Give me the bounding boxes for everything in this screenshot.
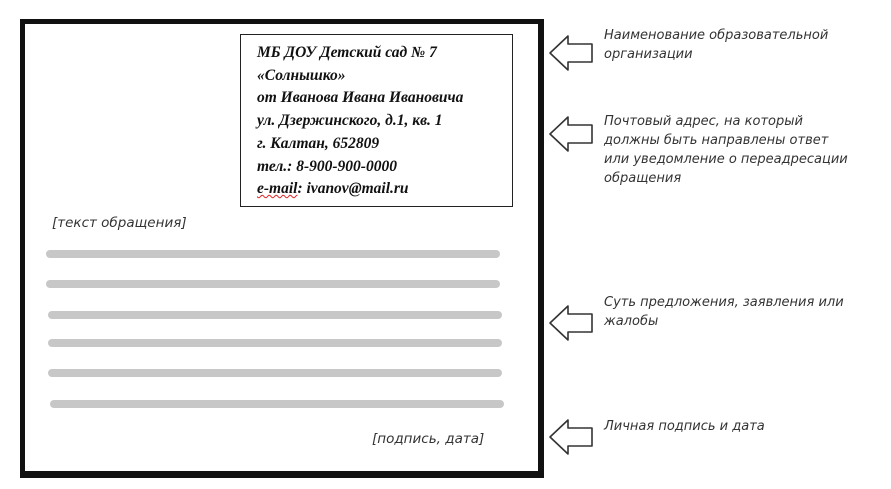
annotation-postal-address	[604, 112, 874, 188]
annotation-line: должны быть направлены ответ	[604, 133, 829, 148]
text-line	[48, 311, 502, 319]
annotation-signature	[604, 417, 874, 436]
signature-placeholder: [подпись, дата]	[372, 431, 485, 447]
annotation-line: Суть предложения, заявления или	[604, 295, 844, 310]
text-line	[50, 400, 504, 408]
address-line-phone: тел.: 8-900-900-0000	[257, 157, 397, 175]
address-line-street: ул. Дзержинского, д.1, кв. 1	[257, 112, 443, 130]
annotation-line: Почтовый адрес, на который	[604, 114, 803, 129]
left-arrow-icon	[548, 114, 594, 154]
left-arrow-icon	[548, 303, 594, 343]
left-arrow-icon	[548, 417, 594, 457]
text-line	[48, 369, 502, 377]
annotation-line: или уведомление о переадресации	[604, 152, 848, 167]
body-placeholder: [текст обращения]	[52, 215, 187, 231]
address-line-sender: от Иванова Ивана Ивановича	[257, 89, 464, 107]
email-label: e-mail	[257, 180, 298, 198]
email-value: : ivanov@mail.ru	[297, 180, 409, 198]
left-arrow-icon	[548, 33, 594, 73]
address-line-org: МБ ДОУ Детский сад № 7	[257, 44, 437, 61]
text-line	[48, 339, 502, 347]
annotation-line: Личная подпись и дата	[604, 419, 765, 434]
address-box	[240, 34, 513, 207]
annotation-line: жалобы	[604, 314, 659, 329]
text-line	[46, 250, 500, 258]
annotation-org-name	[604, 26, 874, 64]
address-line-email	[257, 178, 512, 201]
annotation-line: организации	[604, 47, 693, 62]
annotation-line: Наименование образовательной	[604, 28, 829, 43]
address-line-org-name: «Солнышко»	[257, 66, 346, 84]
annotation-line: обращения	[604, 171, 682, 186]
annotation-essence	[604, 293, 874, 331]
address-line-city: г. Калтан, 652809	[257, 134, 380, 152]
text-line	[46, 280, 500, 288]
